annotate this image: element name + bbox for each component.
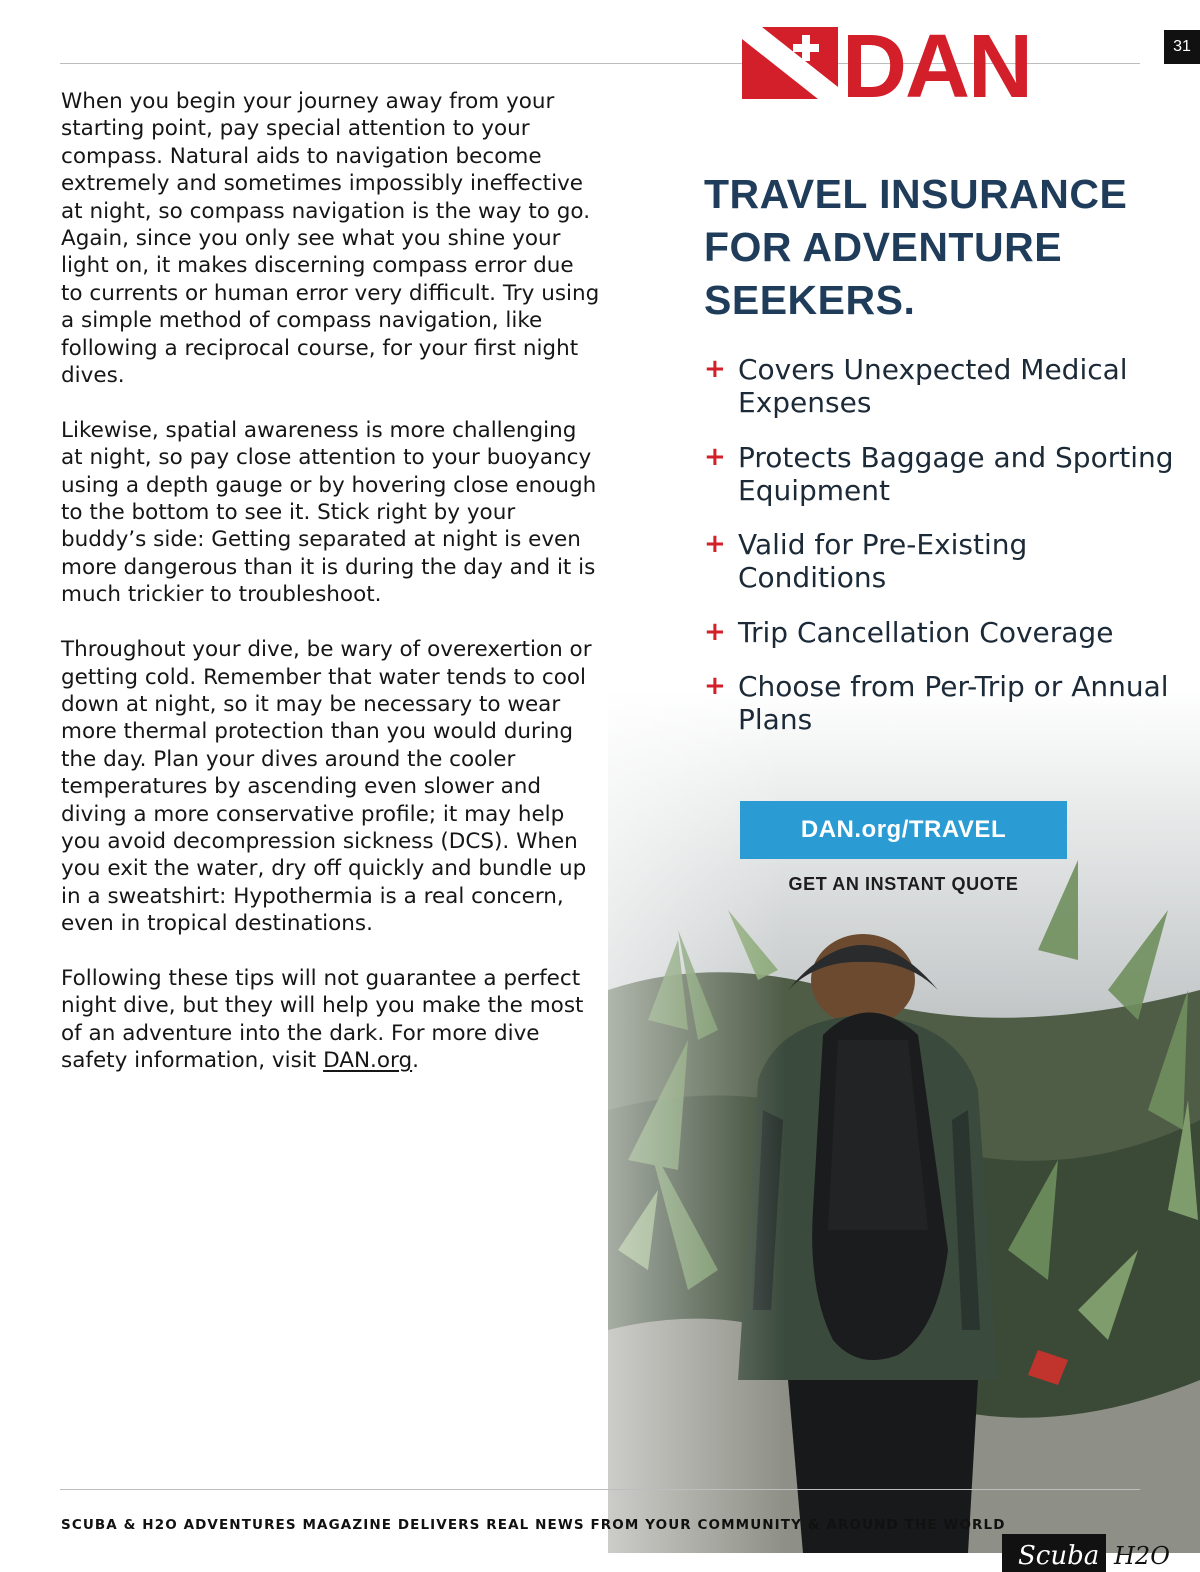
scuba-h2o-logo (1002, 1534, 1178, 1572)
plus-icon: + (704, 441, 726, 472)
plus-icon: + (704, 529, 726, 559)
footer-tagline: SCUBA & H2O ADVENTURES MAGAZINE DELIVERS REAL NEWS FROM YOUR COMMUNITY & AROUND THE WORLD (61, 1517, 1006, 1533)
benefit-item (704, 616, 1184, 649)
article-paragraph-final (61, 965, 601, 1075)
benefit-label: Trip Cancellation Coverage (738, 615, 1114, 649)
benefit-item (704, 670, 1184, 736)
footer-rule (60, 1489, 1140, 1490)
dan-logo (742, 17, 1072, 117)
scuba-logo-text: Scuba (1018, 1541, 1100, 1571)
benefit-label: Choose from Per-Trip or Annual Plans (738, 670, 1169, 736)
dan-logo-text: DAN (842, 17, 1031, 117)
plus-icon: + (704, 671, 726, 701)
h2o-logo-text: H2O (1114, 1542, 1170, 1570)
benefit-label: Protects Baggage and Sporting Equipment (738, 440, 1174, 507)
instant-quote-label: GET AN INSTANT QUOTE (788, 874, 1019, 894)
benefit-label: Valid for Pre-Existing Conditions (738, 528, 1028, 594)
article-paragraph: Likewise, spatial awareness is more challenging at night, so pay close attention to your buoyancy using a depth gauge or by hovering close enough to the bottom to see it. Stick right by your buddy’s side: Getting separated at night is even more dangerous than it is during the day and it is much trickier to troubleshoot. (61, 417, 597, 608)
article-body (61, 88, 601, 1102)
benefit-list (704, 353, 1184, 758)
plus-icon: + (704, 354, 726, 384)
article-paragraph-end: . (412, 1048, 419, 1074)
benefit-item (704, 353, 1184, 419)
dan-org-link[interactable]: DAN.org (323, 1048, 413, 1074)
plus-icon: + (704, 616, 726, 647)
article-paragraph: When you begin your journey away from your starting point, pay special attention to your compass. Natural aids to navigation become extremely and sometimes impossibly ineffective at night, so compass navigation is the way to go. Again, since you only see what you shine your light on, it makes discerning compass error due to currents or human error very difficult. Try using a simple method of compass navigation, like following a reciprocal course, for your first night dives. (61, 89, 600, 389)
ad-headline: TRAVEL INSURANCE FOR ADVENTURE SEEKERS. (704, 171, 1128, 323)
dan-advertisement[interactable] (608, 0, 1200, 1553)
article-paragraph: Throughout your dive, be wary of overexertion or getting cold. Remember that water tends to cool down at night, so it may be necessary to wear more thermal protection than you would during the day. Plan your dives around the cooler temperatures by ascending even slower and diving a more conservative profile; it may help you avoid decompression sickness (DCS). When you exit the water, dry off quickly and bundle up in a sweatshirt: Hypothermia is a real concern, even in tropical destinations. (61, 637, 592, 937)
benefit-item (704, 441, 1184, 507)
article-paragraph-text: Following these tips will not guarantee a perfect night dive, but they will help you make the most of an adventure into the dark. For more dive safety information, visit (61, 965, 584, 1074)
benefit-label: Covers Unexpected Medical Expenses (738, 353, 1128, 419)
benefit-item (704, 528, 1184, 594)
page-number: 31 (1164, 30, 1200, 64)
dan-travel-button[interactable]: DAN.org/TRAVEL (740, 801, 1067, 859)
